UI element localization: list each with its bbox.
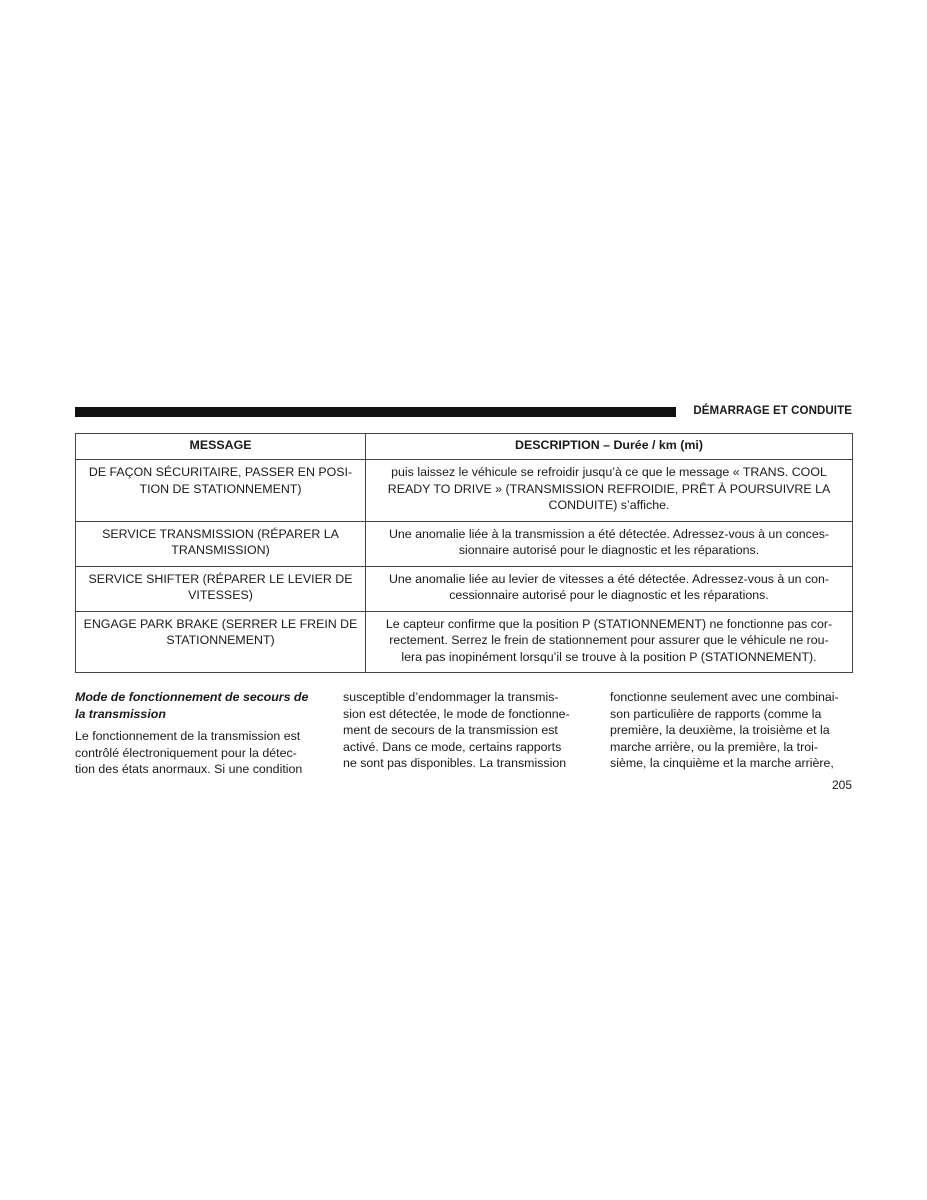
text-column-1 <box>75 689 317 778</box>
section-title: DÉMARRAGE ET CONDUITE <box>693 405 852 417</box>
column-header-description: DESCRIPTION – Durée / km (mi) <box>366 434 853 460</box>
text-column-2 <box>343 689 585 772</box>
table-row <box>76 460 853 522</box>
header-rule <box>75 407 676 417</box>
body-text <box>75 689 852 779</box>
table-row <box>76 611 853 673</box>
paragraph: Le fonctionnement de la transmission est contrôlé électroniquement pour la détec- tion des états anormaux. Si une condition <box>75 729 303 776</box>
paragraph: susceptible d’endommager la transmis- sion est détectée, le mode de fonctionne- ment de secours de la transmission est activé. Dans ce mode, certains rapports ne sont pas disponibles. La transmission <box>343 690 570 770</box>
section-header <box>75 404 852 422</box>
description-cell: Le capteur confirme que la position P (STATIONNEMENT) ne fonctionne pas cor- rectement. Serrez le frein de stationnement pour assurer que le véhicule ne rou- lera pas inopinément lorsqu’il se trouve à la position P (STATIONNEMENT). <box>366 611 853 673</box>
paragraph: fonctionne seulement avec une combinai- son particulière de rapports (comme la première, la deuxième, la troisième et la marche arrière, ou la première, la troi- sième, la cinquième et la marche arrière, <box>610 690 839 770</box>
subheading: Mode de fonctionnement de secours de la transmission <box>75 690 309 721</box>
text-column-3 <box>610 689 852 772</box>
message-cell: SERVICE TRANSMISSION (RÉPARER LA TRANSMISSION) <box>76 521 366 566</box>
table-row <box>76 521 853 566</box>
manual-page <box>75 404 852 792</box>
message-cell: SERVICE SHIFTER (RÉPARER LE LEVIER DE VITESSES) <box>76 566 366 611</box>
message-cell: ENGAGE PARK BRAKE (SERRER LE FREIN DE STATIONNEMENT) <box>76 611 366 673</box>
message-cell: DE FAÇON SÉCURITAIRE, PASSER EN POSI- TION DE STATIONNEMENT) <box>76 460 366 522</box>
table-header-row <box>76 434 853 460</box>
description-cell: Une anomalie liée au levier de vitesses a été détectée. Adressez-vous à un con- cessionnaire autorisé pour le diagnostic et les réparations. <box>366 566 853 611</box>
page-number: 205 <box>831 778 852 792</box>
column-header-message: MESSAGE <box>76 434 366 460</box>
description-cell: Une anomalie liée à la transmission a été détectée. Adressez-vous à un conces- sionnaire autorisé pour le diagnostic et les réparations. <box>366 521 853 566</box>
description-cell: puis laissez le véhicule se refroidir jusqu’à ce que le message « TRANS. COOL READY TO DRIVE » (TRANSMISSION REFROIDIE, PRÊT À POURSUIVRE LA CONDUITE) s’affiche. <box>366 460 853 522</box>
table-row <box>76 566 853 611</box>
message-table <box>75 433 853 673</box>
